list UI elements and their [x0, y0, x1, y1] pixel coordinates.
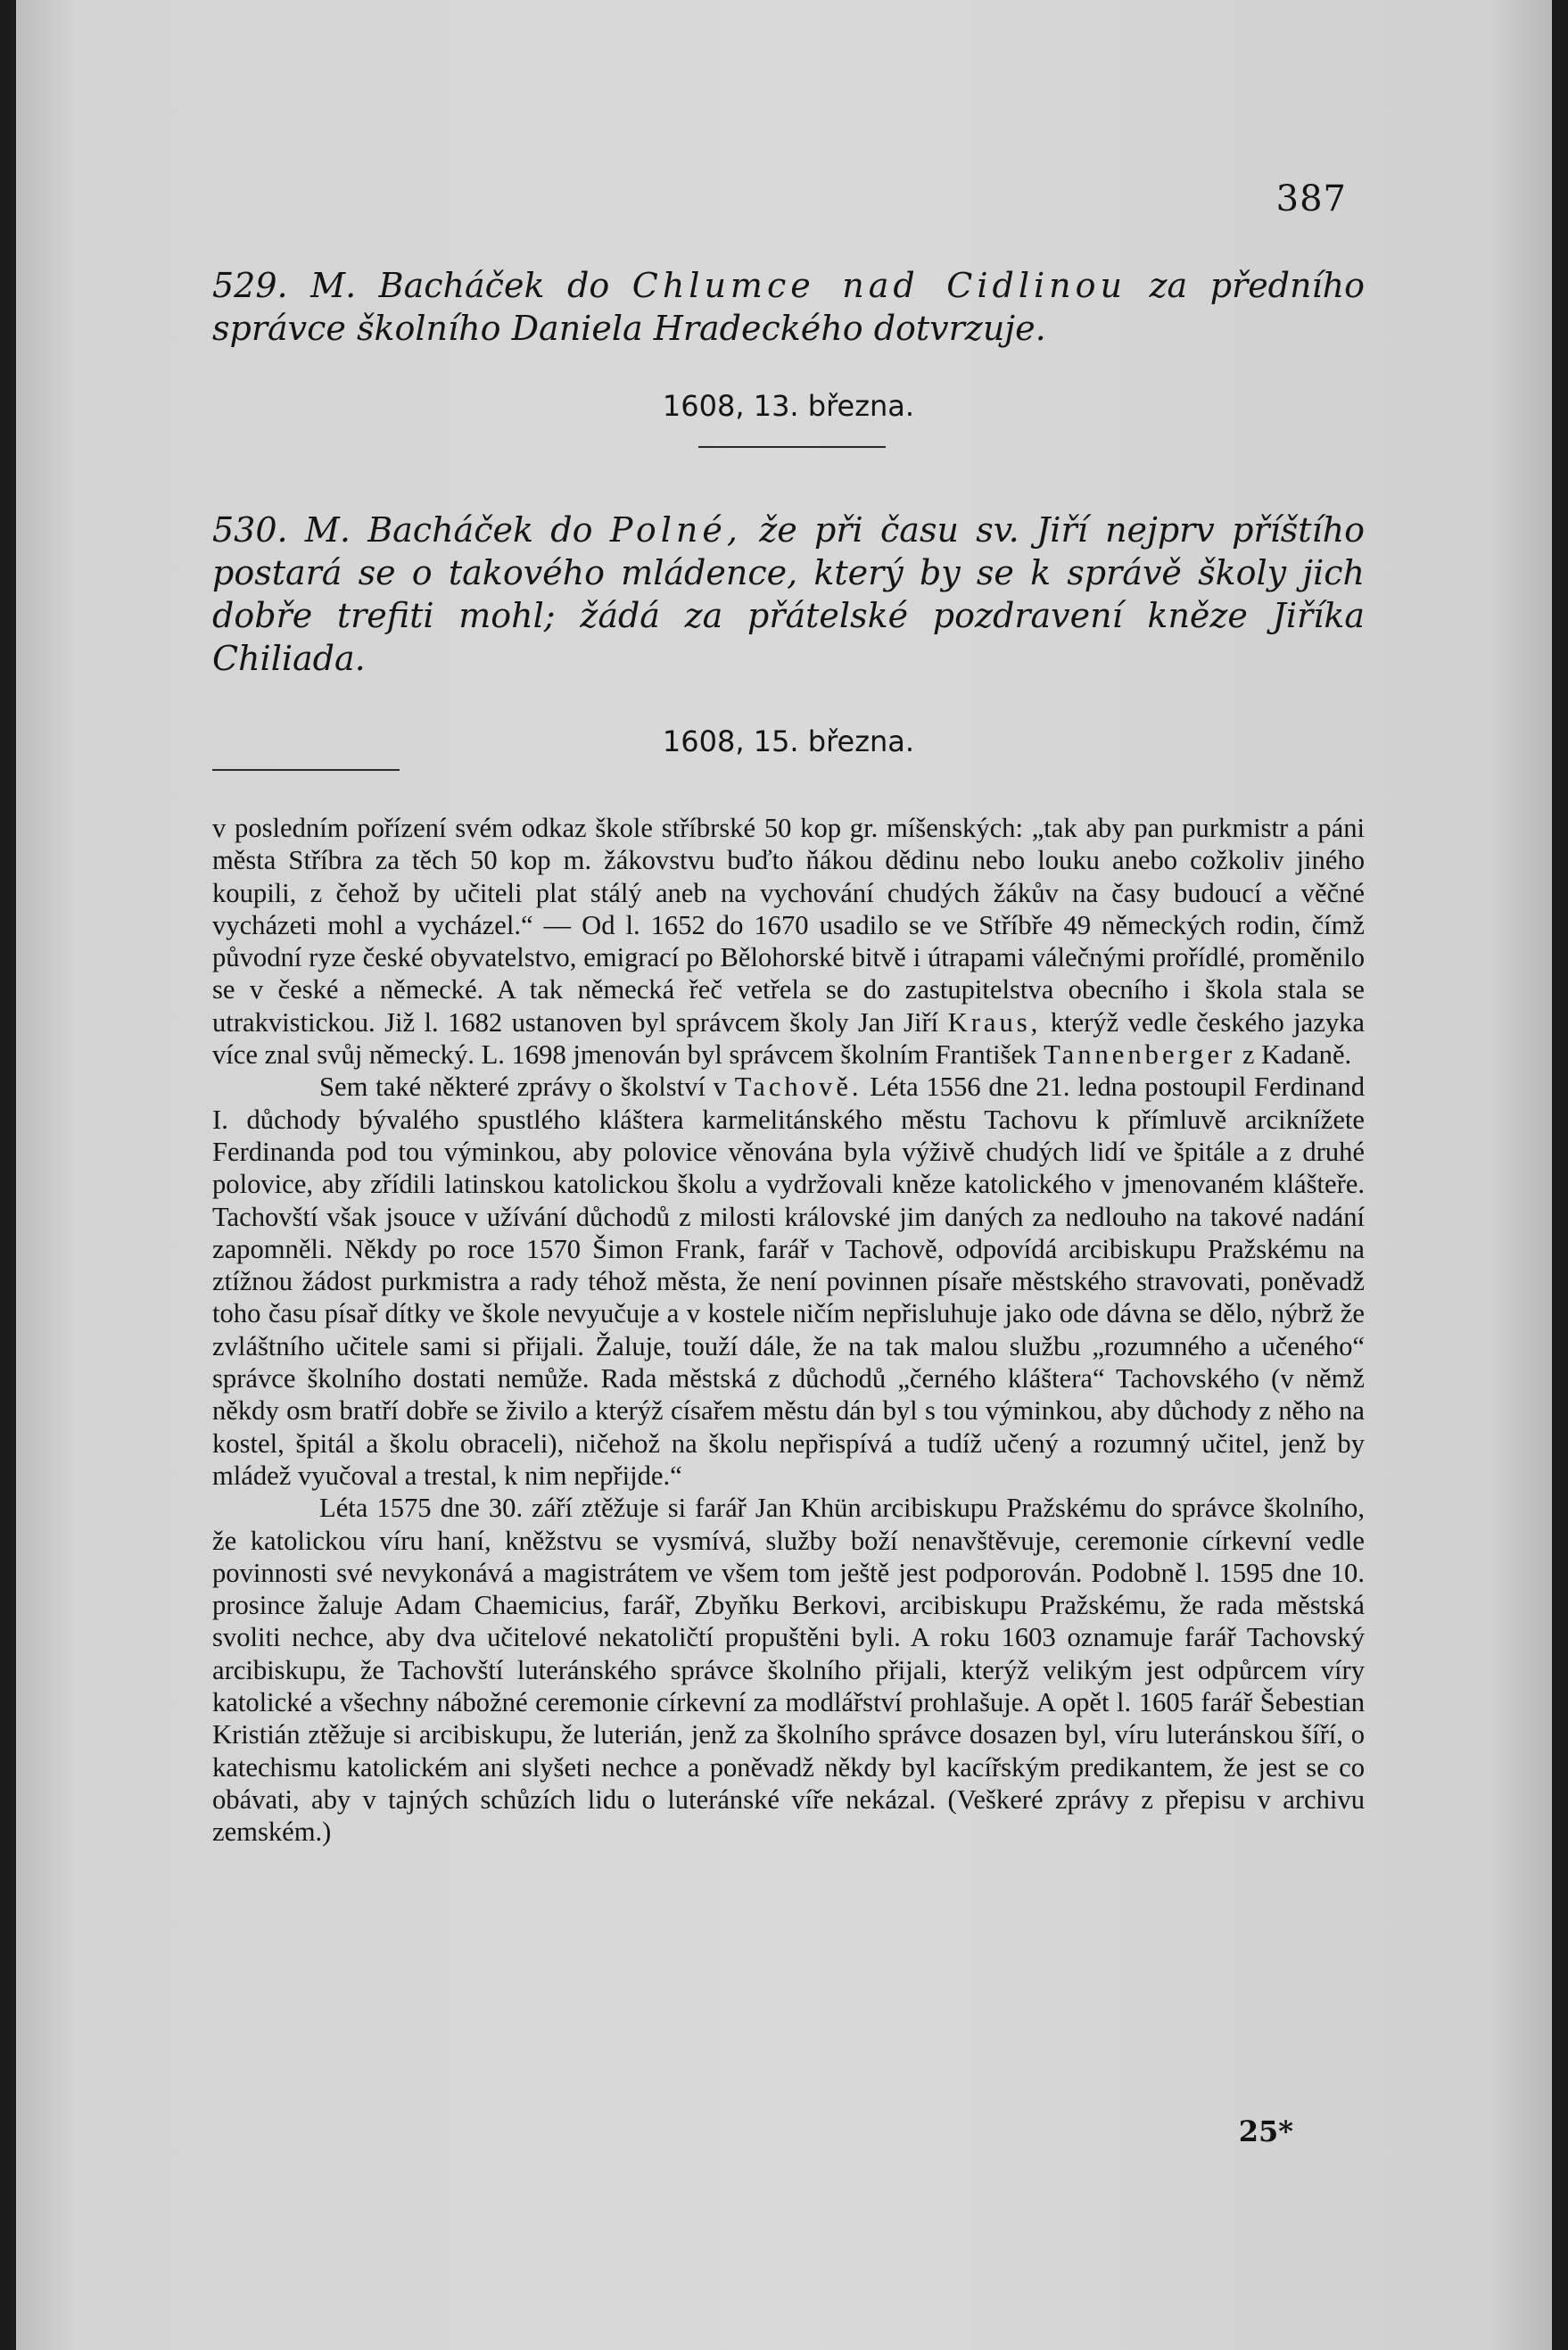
entry-530 [212, 509, 1365, 758]
paragraph-text: v posledním pořízení svém odkaz škole stříbrské 50 kop gr. míšenských: „tak aby pan purkmistr a páni města Stříbra za těch 50 kop m. žákovstvu buďto ňákou dědinu nebo louku anebo cožkoliv jiného koupili, z čehož by učiteli plat stálý aneb na vychování chudých žákův na časy budoucí a věčné vycházeti mohl a vycházel.“ — Od l. 1652 do 1670 usadilo se ve Stříbře 49 německých rodin, čímž původní ryze české obyvatelstvo, emigrací po Bělohorské bitvě i útrapami válečnými prořídlé, proměnilo se v české a německé. A tak německá řeč vetřela se do zastupitelstva obecního i škola stala se utrakvistickou. Již l. 1682 ustanoven byl správcem školy Jan Jiří [212, 813, 1365, 1038]
paragraph-text: z Kadaně. [1235, 1039, 1352, 1071]
entry-number: 529. [212, 266, 288, 305]
entry-place: Polné, [609, 510, 742, 550]
entry-heading-start: M. Bacháček do [304, 510, 610, 550]
paragraph [212, 812, 1365, 1071]
entry-529 [212, 264, 1365, 423]
entry-number: 530. [212, 510, 288, 550]
entry-heading [212, 509, 1365, 680]
spaced-name: Tannenberger [1044, 1039, 1236, 1071]
entry-heading-end: za předního správce školního Daniela Hradeckého dotvrzuje. [212, 266, 1365, 348]
signature-mark: 25* [1238, 2114, 1293, 2148]
paragraph: Léta 1575 dne 30. září ztěžuje si farář Jan Khün arcibiskupu Pražskému do správce školního, že katolickou víru haní, kněžstvu se vysmívá, služby boží nenavštěvuje, ceremonie církevní vedle povinnosti své nevykonává a magistrátem ve všem tom ještě jest podporován. Podobně l. 1595 dne 10. prosince žaluje Adam Chaemicius, farář, Zbyňku Berkovi, arcibiskupu Pražskému, že rada městská svoliti nechce, aby dva učitelové nekatoličtí propuštěni byli. A roku 1603 oznamuje farář Tachovský arcibiskupu, že Tachovští luteránského správce školního přijali, kterýž velikým jest odpůrcem víry katolické a všechny nábožné ceremonie církevní za modlářství prohlašuje. A opět l. 1605 farář Šebestian Kristián ztěžuje si arcibiskupu, že luterián, jenž za školního správce dosazen byl, víru luteránskou šíří, o katechismu katolickém ani slyšeti nechce a poněvadž někdy byl kacířským predikantem, že jest se co obávati, aby v tajných schůzích lidu o luteránské víře nekázal. (Veškeré zprávy z přepisu v archivu zemském.) [212, 1493, 1365, 1848]
entry-date: 1608, 13. března. [662, 389, 915, 423]
section-divider [698, 446, 886, 448]
spaced-place: Tachově. [734, 1072, 862, 1103]
book-page [16, 0, 1552, 2350]
paragraph-text: Sem také některé zprávy o školství v [319, 1072, 735, 1103]
entry-heading [212, 264, 1365, 350]
entry-heading-start: M. Bacháček do [310, 266, 632, 305]
entry-place: Chlumce nad Cidlinou [631, 266, 1126, 305]
footnote-rule [212, 769, 400, 771]
footnote-text [212, 812, 1365, 1849]
entry-heading-end: že při času sv. Jiří nejprv příštího postará se o takového mládence, který by se k správě školy jich dobře trefiti mohl; žádá za přátelské pozdravení kněze Jiříka Chiliada. [212, 510, 1366, 678]
spaced-name: Kraus, [947, 1006, 1042, 1038]
paragraph [212, 1071, 1365, 1492]
page-number: 387 [1275, 178, 1347, 219]
paragraph-text: Léta 1556 dne 21. ledna postoupil Ferdinand I. důchody bývalého spustlého kláštera karmelitánského městu Tachovu k přímluvě arciknížete Ferdinanda pod tou výminkou, aby polovice věnována byla výživě chudých lidí ve špitále a z druhé polovice, aby zřídili latinskou katolickou školu a vydržovali kněze katolického v jmenovaném klášteře. Tachovští však jsouce v užívání důchodů z milosti královské jim daných za nedlouho na takové nadání zapomněli. Někdy po roce 1570 Šimon Frank, farář v Tachově, odpovídá arcibiskupu Pražskému na ztížnou žádost purkmistra a rady téhož města, že není povinnen písaře městského stravovati, poněvadž toho času písař dítky ve škole nevyučuje a v kostele ničím nepřisluhuje jako ode dávna se dělo, nýbrž že zvláštního učitele sami si přijali. Žaluje, touží dále, že na tak malou službu „rozumného a učeného“ správce školního dostati nemůže. Rada městská z důchodů „černého kláštera“ Tachovského (v němž někdy osm bratří dobře se živilo a kterýž císařem městu dán byl s tou výminkou, aby důchody z něho na kostel, špitál a školu obraceli), ničehož na školu nepřispívá a tudíž učený a rozumný učitel, jenž by mládež vyučoval a trestal, k nim nepřijde.“ [212, 1072, 1365, 1491]
entry-date: 1608, 15. března. [662, 724, 915, 758]
paragraph-text: kterýž vedle českého jazyka více znal svůj německý. L. 1698 jmenován byl správcem školním František [212, 1006, 1365, 1071]
